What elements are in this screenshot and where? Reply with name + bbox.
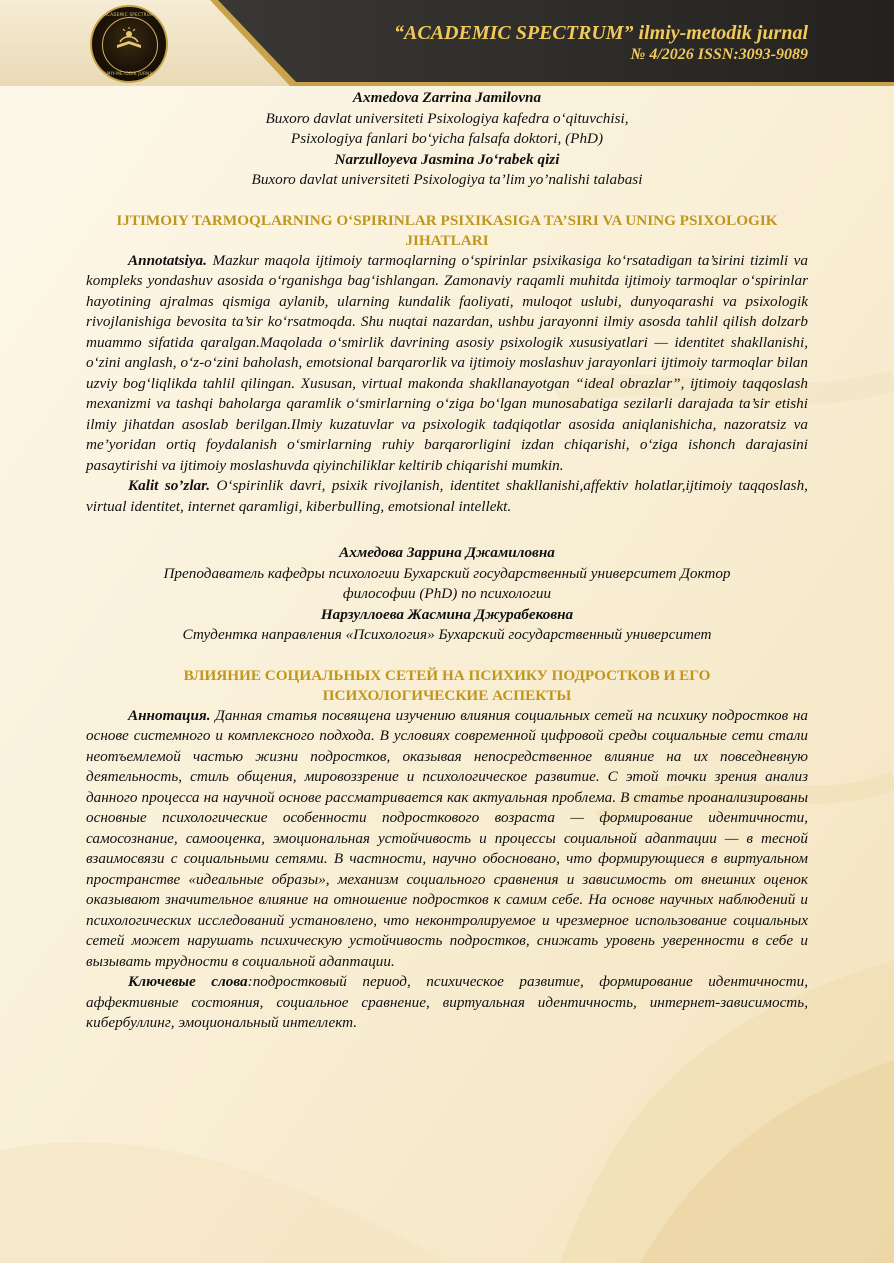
uz-abstract [86, 251, 808, 477]
uz-author1-affiliation: Buxoro davlat universiteti Psixologiya kafedra o‘qituvchisi, [265, 109, 629, 127]
uz-keywords [86, 476, 808, 517]
article-body [86, 88, 808, 1034]
ru-keywords [86, 972, 808, 1034]
ru-abstract-text: Данная статья посвящена изучению влияния социальных сетей на психику подростков на основе системного и комплексного подхода. В условиях современной цифровой среды социальные сети стали неотъемлемой частью жизни подростков, оказывая непосредственное влияние на их повседневную деятельность, стиль общения, мировоззрение и психологическое развитие. С этой точки зрения анализ данного процесса на научной основе рассматривается как актуальная проблема. В статье проанализированы основные психологические особенности подросткового возраста — формирование идентичности, самосознание, самооценка, эмоциональная устойчивость и процессы социальной адаптации — в тесной взаимосвязи с социальными сетями. В частности, научно обосновано, что формирующиеся в виртуальном пространстве «идеальные образы», механизм социального сравнения и зависимость от внешних оценок оказывают значительное влияние на отношение подростков к самим себе. На основе научных наблюдений и психологических исследований установлено, что неконтролируемое и чрезмерное использование социальных сетей может нарушать психическую устойчивость подростков, снижать уровень уверенности в себе и вызывать трудности в социальной адаптации. [86, 706, 808, 970]
journal-logo [90, 5, 168, 83]
uz-author2-affiliation: Buxoro davlat universiteti Psixologiya ta’lim yo’nalishi talabasi [251, 171, 643, 188]
ru-author2-affiliation: Студентка направления «Психология» Бухарский государственный университет [182, 626, 712, 643]
uz-author1-name: Axmedova Zarrina Jamilovna [352, 89, 542, 106]
ru-author1-degree: философии (PhD) по психологии [342, 585, 552, 602]
uz-abstract-text: Mazkur maqola ijtimoiy tarmoqlarning o‘spirinlar psixikasiga ko‘rsatadigan ta’sirini tizimli va kompleks yondashuv asosida o‘rganishga bag‘ishlangan. Zamonaviy raqamli muhitda ijtimoiy tarmoqlar o‘spirinlar hayotining ajralmas qismiga aylanib, ularning kundalik faoliyati, muloqot uslubi, dunyoqarashi va psixologik rivojlanishiga bevosita ta’sir ko‘rsatmoqda. Shu nuqtai nazardan, ushbu jarayonni ilmiy asosda tahlil qilish dolzarb muammo sifatida qaralgan.Maqolada o‘smirlik davrining asosiy psixologik xususiyatlari — identitet shakllanishi, o‘zini anglash, o‘z-o‘zini baholash, emotsional barqarorlik va ijtimoiy moslashuv jarayonlari ijtimoiy tarmoqlar bilan uzviy bog‘liqlikda tahlil qilingan. Xususan, virtual makonda shakllanayotgan “ideal obrazlar”, ijtimoiy taqqoslash mexanizmi va tashqi baholarga qaramlik o‘smirlarning o‘ziga bo‘lgan munosabatiga sezilarli darajada ta’sir etishi ilmiy jihatdan asoslab berilgan.Ilmiy kuzatuvlar va psixologik tadqiqotlar asosida aniqlanishicha, nazoratsiz va me’yoridan ortiq foydalanish o‘smirlarning ruhiy barqarorligini izdan chiqarishi, o‘ziga ishonch darajasini pasaytirishi va ijtimoiy moslashuvda qiyinchiliklar keltirib chiqarishi mumkin. [86, 251, 808, 474]
logo-bottom-text: ILMIY-METODIK JURNAL [102, 71, 156, 76]
ru-article-title: ВЛИЯНИЕ СОЦИАЛЬНЫХ СЕТЕЙ НА ПСИХИКУ ПОДРОСТКОВ И ЕГО ПСИХОЛОГИЧЕСКИЕ АСПЕКТЫ [183, 666, 711, 704]
journal-title: “ACADEMIC SPECTRUM” ilmiy-metodik jurnal [394, 22, 808, 44]
ru-author2-name: Нарзуллоева Жасмина Джурабековна [320, 605, 574, 623]
ru-abstract-label: Аннотация. [128, 706, 211, 724]
journal-issue: № 4/2026 ISSN:3093-9089 [630, 46, 808, 63]
book-icon [114, 25, 144, 55]
ru-author1-affiliation: Преподаватель кафедры психологии Бухарский государственный университет Доктор [163, 564, 731, 582]
uz-abstract-label: Annotatsiya. [128, 251, 207, 269]
ru-keywords-label: Ключевые слова [128, 973, 248, 990]
ru-keywords-text: :подростковый период, психическое развитие, формирование идентичности, аффективные состояния, социальное сравнение, виртуальная идентичность, интернет-зависимость, кибербуллинг, эмоциональный интеллект. [86, 973, 808, 1031]
uz-article-title: IJTIMOIY TARMOQLARNING O‘SPIRINLAR PSIXIKASIGA TA’SIRI VA UNING PSIXOLOGIK JIHATLARI [116, 211, 778, 249]
journal-header [0, 0, 894, 86]
logo-top-text: ACADEMIC SPECTRUM [104, 12, 154, 17]
uz-keywords-label: Kalit so’zlar. [128, 477, 210, 494]
uz-author1-degree: Psixologiya fanlari bo‘yicha falsafa doktori, (PhD) [290, 130, 604, 147]
uz-author2-name: Narzulloyeva Jasmina Jo‘rabek qizi [334, 150, 560, 168]
uz-keywords-text: O‘spirinlik davri, psixik rivojlanish, identitet shakllanishi,affektiv holatlar,ijtimoiy taqqoslash, virtual identitet, internet qaramligi, kiberbulling, emotsional intellekt. [86, 477, 808, 515]
ru-abstract [86, 706, 808, 973]
ru-author1-name: Ахмедова Заррина Джамиловна [339, 544, 555, 561]
